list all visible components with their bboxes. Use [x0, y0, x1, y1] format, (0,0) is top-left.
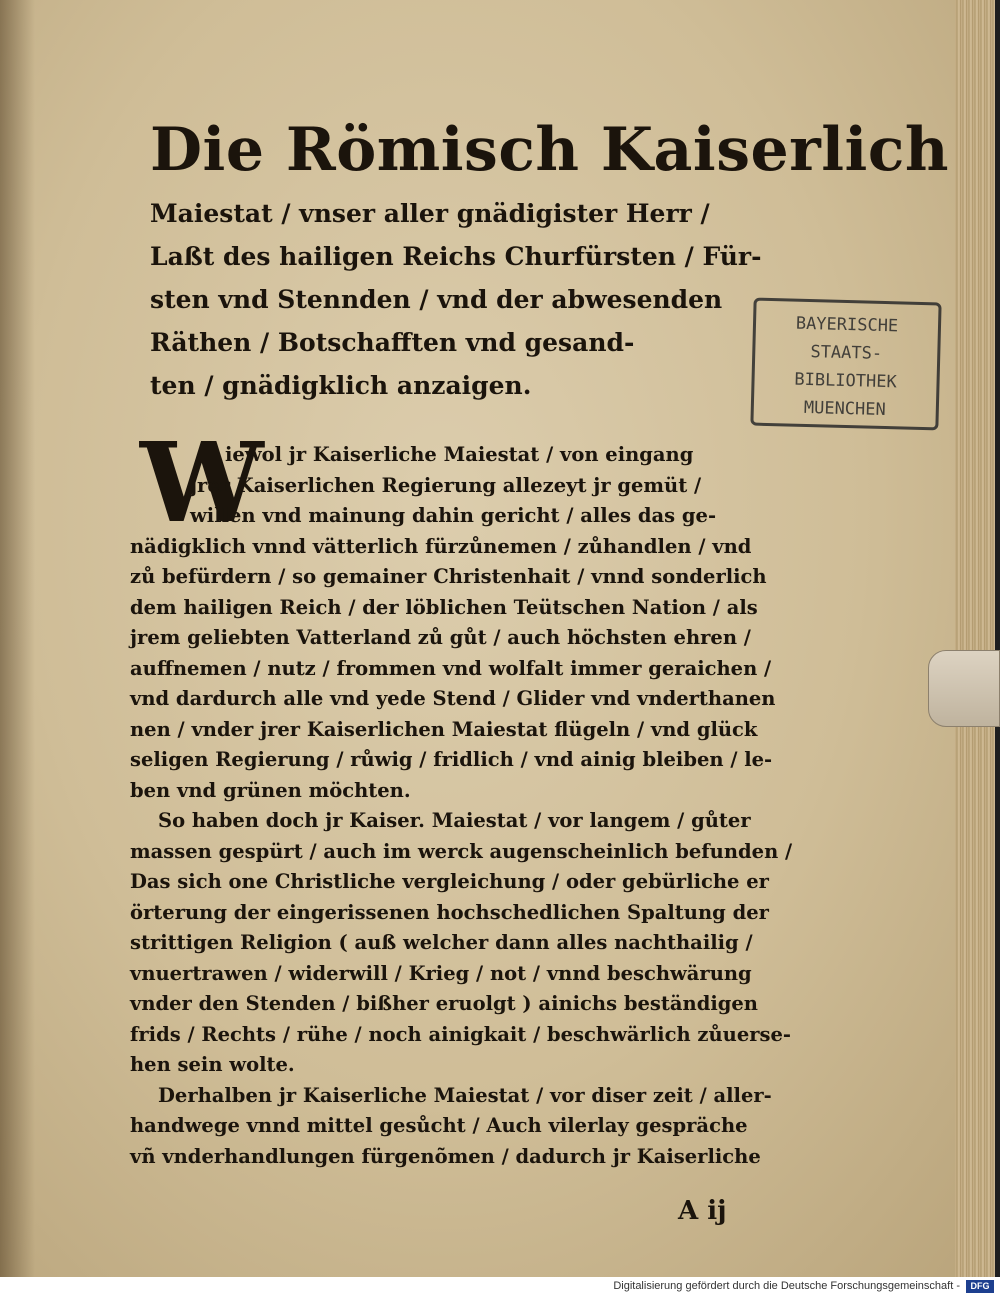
body-line: strittigen Religion ( auß welcher dann alles nachthailig / [130, 931, 753, 954]
body-line: zů befürdern / so gemainer Christenhait / vnnd sonderlich [130, 565, 767, 588]
footer-bar [0, 1277, 1000, 1297]
body-line: örterung der eingerissenen hochschedlichen Spaltung der [130, 900, 769, 924]
body-line: vnd dardurch alle vnd yede Stend / Glider vnd vnderthanen [130, 687, 776, 710]
stamp-line: BIBLIOTHEK [794, 369, 897, 393]
library-stamp [750, 298, 941, 431]
body-text [130, 440, 830, 1172]
dfg-logo-icon: DFG [966, 1280, 994, 1293]
gutter-shadow [0, 0, 35, 1277]
body-line: dem hailigen Reich / der löblichen Teütschen Nation / als [130, 595, 758, 619]
title-line: Räthen / Botschafften vnd gesand- [150, 328, 635, 357]
body-line: auffnemen / nutz / frommen vnd wolfalt immer geraichen / [130, 656, 772, 680]
body-line: massen gespürt / auch im werck augenscheinlich befunden / [130, 839, 793, 863]
title-line: sten vnd Stennden / vnd der abwesenden [150, 285, 723, 314]
body-line: vnder den Stenden / bißher eruolgt ) ainichs beständigen [130, 992, 758, 1015]
page-clip [928, 650, 1000, 727]
body-line: Derhalben jr Kaiserliche Maiestat / vor diser zeit / aller- [158, 1083, 772, 1107]
body-line: So haben doch jr Kaiser. Maiestat / vor langem / gůter [158, 809, 751, 832]
body-line: frids / Rechts / rühe / noch ainigkait / beschwärlich zůuerse- [130, 1022, 792, 1046]
title-main: Die Römisch Kaiserlich [150, 115, 949, 185]
body-line: ben vnd grünen möchten. [130, 778, 411, 802]
body-line: Das sich one Christliche vergleichung / oder gebürliche er [130, 870, 769, 893]
body-line: hen sein wolte. [130, 1053, 295, 1076]
body-line: vñ vnderhandlungen fürgenõmen / dadurch jr Kaiserliche [130, 1144, 761, 1168]
title-line: Laßt des hailigen Reichs Churfürsten / Für- [150, 242, 762, 271]
title-line: Maiestat / vnser aller gnädigister Herr / [150, 199, 710, 228]
stamp-line: STAATS- [810, 342, 883, 364]
body-line: jrem geliebten Vatterland zů gůt / auch höchsten ehren / [130, 626, 751, 649]
body-line: nen / vnder jrer Kaiserlichen Maiestat flügeln / vnd glück [130, 717, 758, 741]
title-line: ten / gnädigklich anzaigen. [150, 371, 532, 400]
stamp-line: BAYERISCHE [795, 313, 899, 337]
stamp-line: MUENCHEN [803, 397, 887, 421]
signature-mark: A ij [678, 1196, 727, 1226]
body-line: nädigklich vnnd vätterlich fürzůnemen / zůhandlen / vnd [130, 534, 752, 558]
page-edges [955, 0, 995, 1277]
body-line: vnuertrawen / widerwill / Krieg / not / vnnd beschwärung [130, 961, 752, 985]
drop-cap: W [140, 418, 264, 547]
footer-credit: Digitalisierung gefördert durch die Deutsche Forschungsgemeinschaft - [613, 1280, 960, 1292]
body-line: jrer Kaiserlichen Regierung allezeyt jr gemüt / [190, 473, 702, 497]
body-line: seligen Regierung / růwig / fridlich / vnd ainig bleiben / le- [130, 748, 773, 771]
body-line: handwege vnnd mittel gesůcht / Auch vilerlay gespräche [130, 1114, 748, 1137]
body-line: iewol jr Kaiserliche Maiestat / von eingang [225, 443, 694, 466]
body-line: willen vnd mainung dahin gericht / alles das ge- [190, 504, 717, 527]
